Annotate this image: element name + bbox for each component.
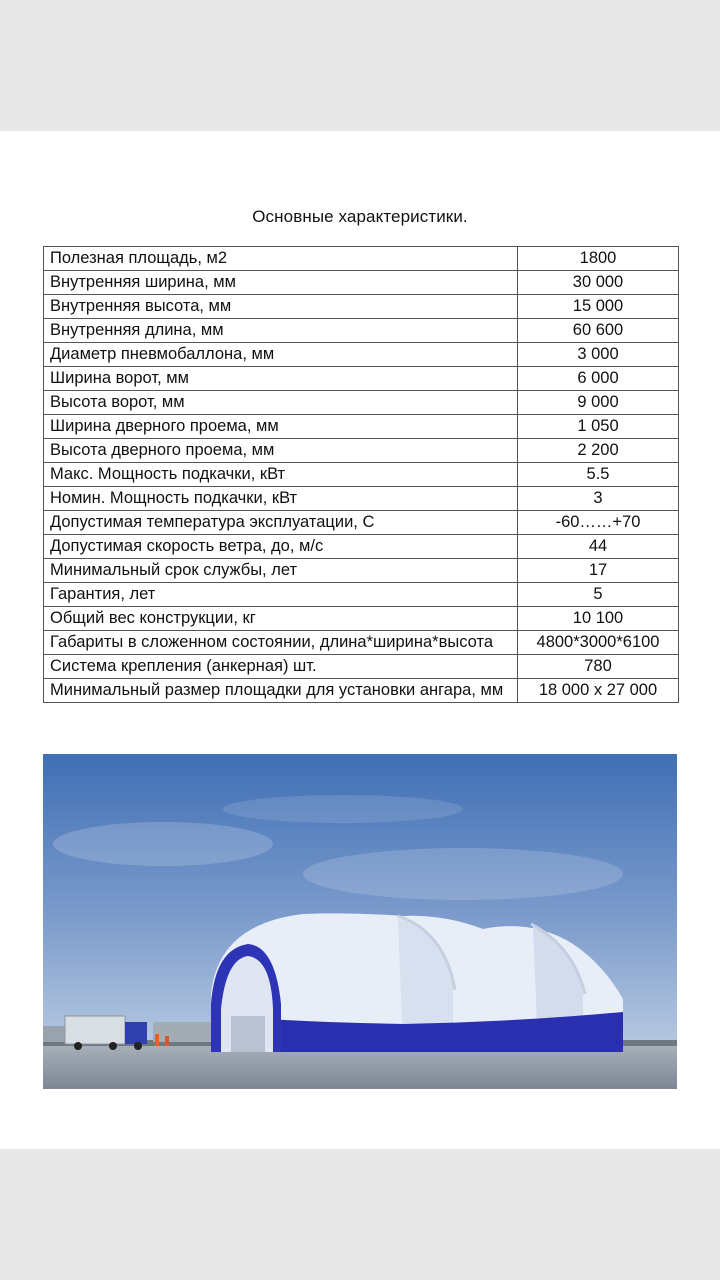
row-label: Допустимая температура эксплуатации, С [44,511,518,535]
specs-table [43,246,679,703]
row-value: 30 000 [518,271,679,295]
distant-building [153,1022,213,1042]
row-value: 2 200 [518,439,679,463]
cloud [53,822,273,866]
row-label: Высота дверного проема, мм [44,439,518,463]
row-label: Общий вес конструкции, кг [44,607,518,631]
table-row [44,367,679,391]
row-label: Система крепления (анкерная) шт. [44,655,518,679]
row-label: Внутренняя высота, мм [44,295,518,319]
row-value: 15 000 [518,295,679,319]
table-row [44,679,679,703]
table-row [44,463,679,487]
row-label: Ширина дверного проема, мм [44,415,518,439]
document-page [0,131,720,1149]
table-row [44,655,679,679]
row-value: 3 000 [518,343,679,367]
person [165,1036,169,1046]
row-value: 10 100 [518,607,679,631]
row-value: 6 000 [518,367,679,391]
row-label: Макс. Мощность подкачки, кВт [44,463,518,487]
row-label: Ширина ворот, мм [44,367,518,391]
table-row [44,535,679,559]
row-label: Внутренняя длина, мм [44,319,518,343]
row-value: 1800 [518,247,679,271]
row-value: 60 600 [518,319,679,343]
row-value: 5 [518,583,679,607]
table-row [44,631,679,655]
cloud [303,848,623,900]
table-row [44,583,679,607]
table-row [44,391,679,415]
row-label: Габариты в сложенном состоянии, длина*ширина*высота [44,631,518,655]
row-label: Диаметр пневмобаллона, мм [44,343,518,367]
row-label: Минимальный размер площадки для установки ангара, мм [44,679,518,703]
table-row [44,295,679,319]
table-row [44,487,679,511]
row-value: 3 [518,487,679,511]
row-value: 17 [518,559,679,583]
row-value: 44 [518,535,679,559]
truck-wheel [134,1042,142,1050]
truck-trailer [65,1016,125,1044]
table-row [44,439,679,463]
row-label: Минимальный срок службы, лет [44,559,518,583]
row-label: Допустимая скорость ветра, до, м/с [44,535,518,559]
specs-table-body [44,247,679,703]
truck-wheel [74,1042,82,1050]
person [155,1034,159,1046]
table-row [44,247,679,271]
table-row [44,559,679,583]
row-value: 5.5 [518,463,679,487]
document-title: Основные характеристики. [252,207,468,226]
row-value: -60……+70 [518,511,679,535]
truck-cab [125,1022,147,1044]
table-row [44,271,679,295]
row-label: Гарантия, лет [44,583,518,607]
table-row [44,343,679,367]
table-row [44,319,679,343]
row-value: 9 000 [518,391,679,415]
row-value: 780 [518,655,679,679]
table-row [44,415,679,439]
hangar-door [231,1016,265,1052]
row-value: 18 000 х 27 000 [518,679,679,703]
row-label: Внутренняя ширина, мм [44,271,518,295]
table-row [44,511,679,535]
hangar-photo [43,754,677,1089]
row-label: Высота ворот, мм [44,391,518,415]
row-label: Полезная площадь, м2 [44,247,518,271]
row-value: 4800*3000*6100 [518,631,679,655]
row-value: 1 050 [518,415,679,439]
table-row [44,607,679,631]
row-label: Номин. Мощность подкачки, кВт [44,487,518,511]
cloud [223,795,463,823]
truck-wheel [109,1042,117,1050]
